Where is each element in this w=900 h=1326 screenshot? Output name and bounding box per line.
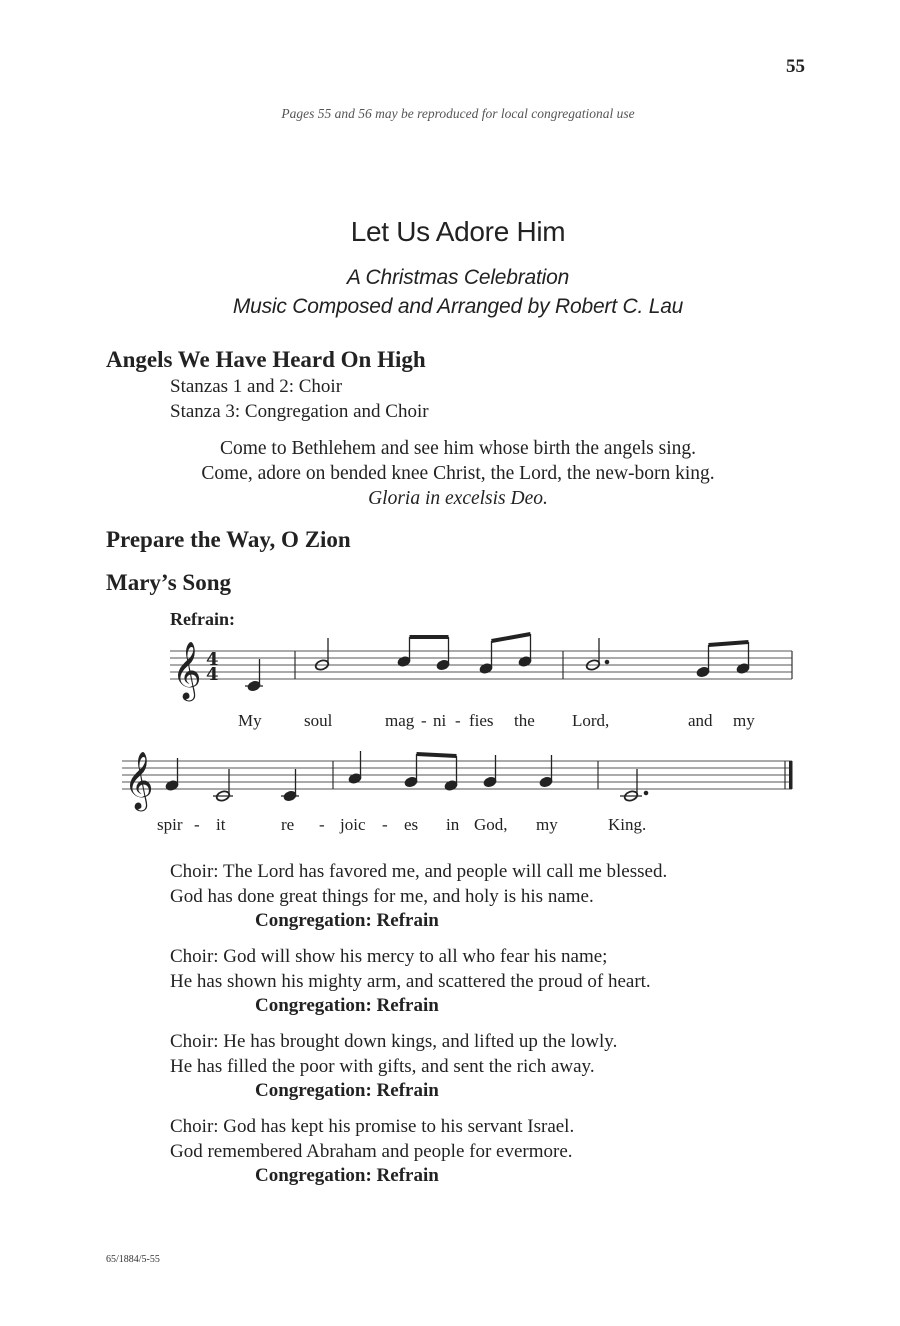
lyric-syllable: Lord, <box>572 711 610 730</box>
congregation-response: Congregation: Refrain <box>255 995 439 1016</box>
time-signature-bottom: 4 <box>206 664 219 685</box>
barline-final-thick <box>789 761 793 789</box>
lyric-syllable: fies <box>469 711 494 730</box>
lyric-syllable: es <box>404 815 419 834</box>
composer-credit: Music Composed and Arranged by Robert C. Lau <box>232 295 684 318</box>
stanza-line: Choir: He has brought down kings, and lifted up the lowly. <box>170 1031 618 1052</box>
lyric-syllable: King. <box>608 815 647 834</box>
lyric-hyphen: - <box>194 815 200 834</box>
lyric-syllable: mag <box>385 711 415 730</box>
page-title: Let Us Adore Him <box>350 216 566 247</box>
lyric-syllable: God, <box>474 815 508 834</box>
stanza-line: He has filled the poor with gifts, and sent the rich away. <box>170 1056 595 1077</box>
lyric-hyphen: - <box>421 711 427 730</box>
stanza-line: He has shown his mighty arm, and scattered the proud of heart. <box>170 971 651 992</box>
lyric-syllable: my <box>536 815 558 834</box>
lyric-syllable: the <box>514 711 535 730</box>
lyric-syllable: re <box>281 815 295 834</box>
section-heading-angels: Angels We Have Heard On High <box>106 347 426 372</box>
lyric-syllable: My <box>238 711 262 730</box>
congregation-response: Congregation: Refrain <box>255 1080 439 1101</box>
beam <box>417 754 457 756</box>
performance-note: Stanzas 1 and 2: Choir <box>170 376 343 397</box>
stanza-line: God remembered Abraham and people for evermore. <box>170 1141 573 1162</box>
footer-catalog-code: 65/1884/5-55 <box>106 1254 160 1265</box>
refrain-label: Refrain: <box>170 609 235 629</box>
section-heading-prepare: Prepare the Way, O Zion <box>106 527 351 552</box>
augmentation-dot <box>605 660 609 664</box>
stanza-line: Choir: The Lord has favored me, and people will call me blessed. <box>170 861 668 882</box>
lyric-hyphen: - <box>319 815 325 834</box>
augmentation-dot <box>644 791 648 795</box>
stanza-line: God has done great things for me, and holy is his name. <box>170 886 594 907</box>
treble-clef-icon: 𝄞 <box>124 751 154 809</box>
lyric-hyphen: - <box>455 711 461 730</box>
lyric-syllable: and <box>688 711 713 730</box>
lyric-syllable: spir <box>157 815 183 834</box>
lyric-hyphen: - <box>382 815 388 834</box>
subtitle: A Christmas Celebration <box>346 266 570 289</box>
congregation-response: Congregation: Refrain <box>255 1165 439 1186</box>
treble-clef-icon: 𝄞 <box>172 641 202 699</box>
verse-line: Come, adore on bended knee Christ, the Lord, the new-born king. <box>201 463 715 484</box>
lyric-syllable: ni <box>433 711 447 730</box>
reproduction-notice: Pages 55 and 56 may be reproduced for local congregational use <box>281 106 635 121</box>
stanza-line: Choir: God will show his mercy to all who fear his name; <box>170 946 608 967</box>
lyric-syllable: joic <box>340 815 366 834</box>
time-signature-top: 4 <box>206 649 219 670</box>
section-heading-marys-song: Mary’s Song <box>106 570 232 595</box>
lyric-syllable: in <box>446 815 460 834</box>
verse-line: Come to Bethlehem and see him whose birth the angels sing. <box>219 438 697 459</box>
beam <box>709 642 749 645</box>
stanza-line: Choir: God has kept his promise to his servant Israel. <box>170 1116 575 1137</box>
lyric-syllable: soul <box>304 711 333 730</box>
performance-note: Stanza 3: Congregation and Choir <box>170 401 429 422</box>
beam <box>492 634 531 641</box>
page-number: 55 <box>786 56 805 77</box>
lyric-syllable: it <box>216 815 226 834</box>
congregation-response: Congregation: Refrain <box>255 910 439 931</box>
verse-line-latin: Gloria in excelsis Deo. <box>368 488 548 509</box>
lyric-syllable: my <box>733 711 755 730</box>
